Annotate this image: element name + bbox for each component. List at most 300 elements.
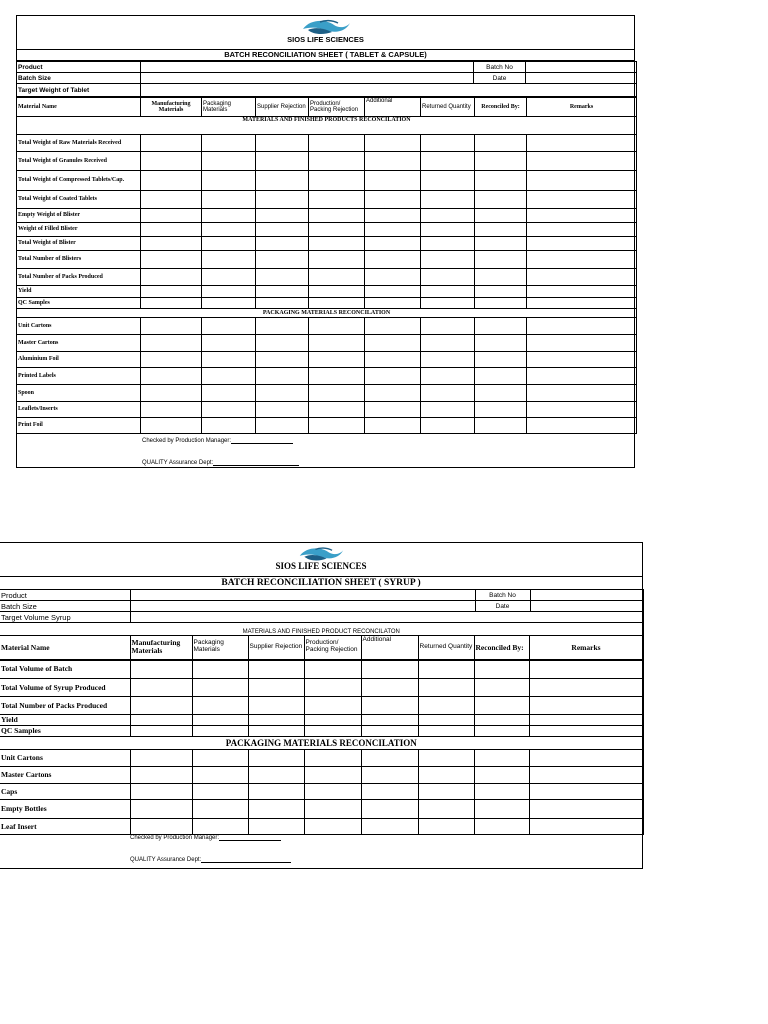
entry-cell[interactable]	[529, 819, 643, 835]
product-field[interactable]	[141, 62, 474, 73]
col-additional: Additional	[361, 636, 418, 660]
entry-cell[interactable]	[361, 819, 418, 835]
col-production: Production/ Packing Rejection	[309, 98, 365, 117]
entry-cell[interactable]	[309, 368, 365, 385]
entry-cell[interactable]	[529, 679, 643, 697]
entry-cell[interactable]	[202, 318, 256, 335]
entry-cell[interactable]	[256, 223, 309, 237]
entry-cell[interactable]	[309, 298, 365, 309]
entry-cell[interactable]	[475, 298, 527, 309]
packaging-row-label: Master Cartons	[0, 767, 130, 784]
table-row	[0, 660, 643, 679]
entry-cell[interactable]	[365, 352, 421, 368]
production-manager-signature[interactable]: Checked by Production Manager:	[142, 438, 293, 444]
entry-cell[interactable]	[309, 286, 365, 298]
entry-cell[interactable]	[309, 251, 365, 269]
entry-cell[interactable]	[248, 715, 304, 726]
entry-cell[interactable]	[309, 152, 365, 171]
entry-cell[interactable]	[474, 679, 529, 697]
entry-cell[interactable]	[475, 286, 527, 298]
entry-cell[interactable]	[202, 223, 256, 237]
entry-cell[interactable]	[361, 726, 418, 737]
packaging-row-label: Empty Bottles	[0, 800, 130, 819]
entry-cell[interactable]	[418, 819, 474, 835]
materials-row-label: Total Weight of Granules Received	[17, 152, 141, 171]
entry-cell[interactable]	[256, 152, 309, 171]
entry-cell[interactable]	[130, 715, 192, 726]
entry-cell[interactable]	[256, 171, 309, 191]
entry-cell[interactable]	[192, 800, 248, 819]
entry-cell[interactable]	[475, 152, 527, 171]
entry-cell[interactable]	[421, 135, 475, 152]
entry-cell[interactable]	[202, 402, 256, 418]
section-packaging-heading: PACKAGING MATERIALS RECONCILATION	[0, 737, 643, 750]
packaging-row-label: Spoon	[17, 385, 141, 402]
packaging-rows	[17, 318, 637, 434]
entry-cell[interactable]	[474, 726, 529, 737]
entry-cell[interactable]	[202, 335, 256, 352]
date-label: Date	[474, 73, 526, 84]
entry-cell[interactable]	[202, 135, 256, 152]
entry-cell[interactable]	[474, 819, 529, 835]
entry-cell[interactable]	[309, 135, 365, 152]
entry-cell[interactable]	[527, 237, 637, 251]
entry-cell[interactable]	[418, 660, 474, 679]
entry-cell[interactable]	[527, 135, 637, 152]
entry-cell[interactable]	[365, 286, 421, 298]
entry-cell[interactable]	[256, 269, 309, 286]
tablet-header	[17, 16, 634, 50]
entry-cell[interactable]	[130, 679, 192, 697]
entry-cell[interactable]	[304, 750, 361, 767]
entry-cell[interactable]	[365, 223, 421, 237]
entry-cell[interactable]	[130, 784, 192, 800]
table-row	[17, 418, 637, 434]
company-name: SIOS LIFE SCIENCES	[287, 35, 364, 44]
entry-cell[interactable]	[365, 402, 421, 418]
entry-cell[interactable]	[192, 767, 248, 784]
entry-cell[interactable]	[361, 697, 418, 715]
entry-cell[interactable]	[202, 385, 256, 402]
entry-cell[interactable]	[141, 209, 202, 223]
entry-cell[interactable]	[365, 237, 421, 251]
table-row	[17, 385, 637, 402]
entry-cell[interactable]	[418, 800, 474, 819]
entry-cell[interactable]	[256, 368, 309, 385]
entry-cell[interactable]	[421, 191, 475, 209]
entry-cell[interactable]	[475, 385, 527, 402]
entry-cell[interactable]	[475, 135, 527, 152]
date-label: Date	[475, 601, 530, 612]
entry-cell[interactable]	[418, 679, 474, 697]
table-row	[17, 318, 637, 335]
entry-cell[interactable]	[309, 269, 365, 286]
entry-cell[interactable]	[309, 352, 365, 368]
entry-cell[interactable]	[527, 286, 637, 298]
entry-cell[interactable]	[365, 418, 421, 434]
table-row	[0, 750, 643, 767]
table-row	[0, 679, 643, 697]
entry-cell[interactable]	[474, 800, 529, 819]
entry-cell[interactable]	[304, 784, 361, 800]
entry-cell[interactable]	[248, 767, 304, 784]
entry-cell[interactable]	[421, 237, 475, 251]
entry-cell[interactable]	[529, 750, 643, 767]
entry-cell[interactable]	[365, 335, 421, 352]
entry-cell[interactable]	[527, 402, 637, 418]
materials-row-label: Total Number of Packs Produced	[0, 697, 130, 715]
table-row	[17, 237, 637, 251]
entry-cell[interactable]	[248, 660, 304, 679]
tablet-reconciliation-sheet	[16, 15, 635, 468]
entry-cell[interactable]	[130, 726, 192, 737]
entry-cell[interactable]	[141, 368, 202, 385]
entry-cell[interactable]	[527, 368, 637, 385]
entry-cell[interactable]	[475, 352, 527, 368]
batch-size-field[interactable]	[141, 73, 474, 84]
entry-cell[interactable]	[256, 352, 309, 368]
entry-cell[interactable]	[256, 135, 309, 152]
entry-cell[interactable]	[527, 251, 637, 269]
entry-cell[interactable]	[529, 767, 643, 784]
table-row	[17, 223, 637, 237]
entry-cell[interactable]	[475, 171, 527, 191]
entry-cell[interactable]	[365, 298, 421, 309]
entry-cell[interactable]	[475, 191, 527, 209]
entry-cell[interactable]	[130, 750, 192, 767]
entry-cell[interactable]	[192, 679, 248, 697]
entry-cell[interactable]	[421, 223, 475, 237]
target-volume-field[interactable]	[130, 612, 643, 623]
entry-cell[interactable]	[202, 152, 256, 171]
materials-row-label: Yield	[17, 286, 141, 298]
entry-cell[interactable]	[256, 298, 309, 309]
production-manager-signature[interactable]: Checked by Production Manager:	[130, 835, 281, 841]
entry-cell[interactable]	[248, 679, 304, 697]
entry-cell[interactable]	[418, 750, 474, 767]
entry-cell[interactable]	[527, 318, 637, 335]
entry-cell[interactable]	[475, 368, 527, 385]
materials-row-label: Total Weight of Raw Materials Received	[17, 135, 141, 152]
entry-cell[interactable]	[418, 715, 474, 726]
entry-cell[interactable]	[141, 171, 202, 191]
entry-cell[interactable]	[248, 819, 304, 835]
entry-cell[interactable]	[475, 223, 527, 237]
entry-cell[interactable]	[365, 191, 421, 209]
entry-cell[interactable]	[527, 223, 637, 237]
entry-cell[interactable]	[130, 697, 192, 715]
entry-cell[interactable]	[256, 237, 309, 251]
entry-cell[interactable]	[361, 800, 418, 819]
table-row	[17, 209, 637, 223]
entry-cell[interactable]	[141, 385, 202, 402]
entry-cell[interactable]	[365, 209, 421, 223]
entry-cell[interactable]	[202, 237, 256, 251]
entry-cell[interactable]	[202, 286, 256, 298]
table-row	[17, 171, 637, 191]
entry-cell[interactable]	[141, 135, 202, 152]
entry-cell[interactable]	[248, 697, 304, 715]
entry-cell[interactable]	[475, 269, 527, 286]
entry-cell[interactable]	[365, 171, 421, 191]
entry-cell[interactable]	[365, 251, 421, 269]
section-packaging-heading: PACKAGING MATERIALS RECONCILATION	[17, 309, 637, 318]
table-row	[17, 368, 637, 385]
entry-cell[interactable]	[304, 800, 361, 819]
entry-cell[interactable]	[141, 269, 202, 286]
table-row	[17, 191, 637, 209]
table-row	[17, 135, 637, 152]
entry-cell[interactable]	[361, 784, 418, 800]
materials-row-label: Total Volume of Syrup Produced	[0, 679, 130, 697]
entry-cell[interactable]	[421, 171, 475, 191]
table-row	[17, 298, 637, 309]
entry-cell[interactable]	[304, 697, 361, 715]
entry-cell[interactable]	[192, 697, 248, 715]
entry-cell[interactable]	[527, 152, 637, 171]
entry-cell[interactable]	[421, 286, 475, 298]
target-volume-label: Target Volume Syrup	[0, 612, 130, 623]
entry-cell[interactable]	[304, 679, 361, 697]
entry-cell[interactable]	[130, 767, 192, 784]
entry-cell[interactable]	[304, 726, 361, 737]
entry-cell[interactable]	[202, 352, 256, 368]
entry-cell[interactable]	[365, 269, 421, 286]
entry-cell[interactable]	[202, 209, 256, 223]
entry-cell[interactable]	[421, 152, 475, 171]
entry-cell[interactable]	[418, 726, 474, 737]
sheet-title: BATCH RECONCILIATION SHEET ( TABLET & CAPSULE)	[17, 50, 634, 61]
entry-cell[interactable]	[527, 385, 637, 402]
table-row	[17, 251, 637, 269]
entry-cell[interactable]	[527, 418, 637, 434]
entry-cell[interactable]	[527, 335, 637, 352]
entry-cell[interactable]	[256, 286, 309, 298]
entry-cell[interactable]	[529, 660, 643, 679]
entry-cell[interactable]	[421, 298, 475, 309]
entry-cell[interactable]	[304, 767, 361, 784]
entry-cell[interactable]	[474, 784, 529, 800]
section-materials-heading: MATERIALS AND FINISHED PRODUCTS RECONCILATION	[17, 117, 637, 135]
target-weight-field[interactable]	[141, 84, 637, 97]
entry-cell[interactable]	[474, 750, 529, 767]
entry-cell[interactable]	[529, 800, 643, 819]
entry-cell[interactable]	[309, 171, 365, 191]
entry-cell[interactable]	[248, 750, 304, 767]
entry-cell[interactable]	[130, 800, 192, 819]
entry-cell[interactable]	[365, 135, 421, 152]
entry-cell[interactable]	[527, 269, 637, 286]
entry-cell[interactable]	[361, 750, 418, 767]
entry-cell[interactable]	[474, 660, 529, 679]
packaging-row-label: Leaf Insert	[0, 819, 130, 835]
materials-rows	[0, 660, 643, 737]
company-logo-icon	[300, 17, 352, 37]
entry-cell[interactable]	[365, 368, 421, 385]
entry-cell[interactable]	[141, 286, 202, 298]
batch-no-field[interactable]	[530, 590, 643, 601]
entry-cell[interactable]	[309, 223, 365, 237]
entry-cell[interactable]	[475, 318, 527, 335]
entry-cell[interactable]	[141, 298, 202, 309]
col-remarks: Remarks	[529, 636, 643, 660]
entry-cell[interactable]	[309, 209, 365, 223]
entry-cell[interactable]	[130, 660, 192, 679]
entry-cell[interactable]	[202, 251, 256, 269]
section-materials-heading: MATERIALS AND FINISHED PRODUCT RECONCILATON	[0, 623, 643, 636]
qa-signature[interactable]: QUALITY Assurance Dept:	[130, 857, 291, 863]
entry-cell[interactable]	[529, 715, 643, 726]
batch-size-field[interactable]	[130, 601, 475, 612]
entry-cell[interactable]	[248, 726, 304, 737]
entry-cell[interactable]	[304, 715, 361, 726]
entry-cell[interactable]	[256, 251, 309, 269]
entry-cell[interactable]	[474, 715, 529, 726]
entry-cell[interactable]	[474, 697, 529, 715]
col-manufacturing: Manufacturing Materials	[141, 98, 202, 117]
entry-cell[interactable]	[309, 335, 365, 352]
entry-cell[interactable]	[418, 767, 474, 784]
entry-cell[interactable]	[421, 318, 475, 335]
syrup-reconciliation-sheet	[0, 542, 643, 869]
entry-cell[interactable]	[365, 152, 421, 171]
entry-cell[interactable]	[192, 750, 248, 767]
entry-cell[interactable]	[474, 767, 529, 784]
entry-cell[interactable]	[141, 318, 202, 335]
entry-cell[interactable]	[421, 418, 475, 434]
entry-cell[interactable]	[130, 819, 192, 835]
entry-cell[interactable]	[192, 715, 248, 726]
entry-cell[interactable]	[141, 191, 202, 209]
entry-cell[interactable]	[475, 209, 527, 223]
entry-cell[interactable]	[256, 418, 309, 434]
entry-cell[interactable]	[527, 209, 637, 223]
entry-cell[interactable]	[202, 171, 256, 191]
sheet-title: BATCH RECONCILIATION SHEET ( SYRUP )	[0, 576, 642, 590]
entry-cell[interactable]	[527, 191, 637, 209]
entry-cell[interactable]	[141, 152, 202, 171]
product-field[interactable]	[130, 590, 475, 601]
entry-cell[interactable]	[361, 660, 418, 679]
entry-cell[interactable]	[192, 784, 248, 800]
entry-cell[interactable]	[361, 715, 418, 726]
entry-cell[interactable]	[192, 660, 248, 679]
entry-cell[interactable]	[421, 335, 475, 352]
entry-cell[interactable]	[475, 402, 527, 418]
entry-cell[interactable]	[202, 269, 256, 286]
entry-cell[interactable]	[248, 784, 304, 800]
entry-cell[interactable]	[248, 800, 304, 819]
entry-cell[interactable]	[256, 209, 309, 223]
entry-cell[interactable]	[141, 237, 202, 251]
col-supplier: Supplier Rejection	[248, 636, 304, 660]
entry-cell[interactable]	[304, 660, 361, 679]
entry-cell[interactable]	[529, 784, 643, 800]
entry-cell[interactable]	[256, 335, 309, 352]
entry-cell[interactable]	[475, 335, 527, 352]
entry-cell[interactable]	[309, 237, 365, 251]
batch-no-field[interactable]	[526, 62, 637, 73]
entry-cell[interactable]	[192, 819, 248, 835]
entry-cell[interactable]	[527, 171, 637, 191]
packaging-row-label: Master Cartons	[17, 335, 141, 352]
entry-cell[interactable]	[361, 767, 418, 784]
date-field[interactable]	[526, 73, 637, 84]
entry-cell[interactable]	[256, 402, 309, 418]
col-remarks: Remarks	[527, 98, 637, 117]
entry-cell[interactable]	[309, 402, 365, 418]
entry-cell[interactable]	[141, 251, 202, 269]
table-row	[17, 352, 637, 368]
date-field[interactable]	[530, 601, 643, 612]
table-row	[17, 269, 637, 286]
entry-cell[interactable]	[141, 352, 202, 368]
syrup-header	[0, 543, 642, 577]
entry-cell[interactable]	[475, 237, 527, 251]
entry-cell[interactable]	[421, 368, 475, 385]
entry-cell[interactable]	[529, 697, 643, 715]
entry-cell[interactable]	[141, 402, 202, 418]
entry-cell[interactable]	[365, 385, 421, 402]
entry-cell[interactable]	[202, 418, 256, 434]
entry-cell[interactable]	[418, 697, 474, 715]
batch-size-label: Batch Size	[17, 73, 141, 84]
materials-row-label: Total Number of Packs Produced	[17, 269, 141, 286]
entry-cell[interactable]	[309, 385, 365, 402]
table-row	[17, 335, 637, 352]
entry-cell[interactable]	[475, 418, 527, 434]
entry-cell[interactable]	[421, 385, 475, 402]
entry-cell[interactable]	[421, 402, 475, 418]
entry-cell[interactable]	[309, 418, 365, 434]
entry-cell[interactable]	[309, 318, 365, 335]
col-packaging: Packaging Materials	[202, 98, 256, 117]
entry-cell[interactable]	[529, 726, 643, 737]
entry-cell[interactable]	[202, 298, 256, 309]
col-material-name: Material Name	[17, 98, 141, 117]
entry-cell[interactable]	[421, 251, 475, 269]
entry-cell[interactable]	[309, 191, 365, 209]
syrup-info-table	[0, 589, 644, 636]
entry-cell[interactable]	[418, 784, 474, 800]
entry-cell[interactable]	[421, 269, 475, 286]
entry-cell[interactable]	[141, 223, 202, 237]
entry-cell[interactable]	[361, 679, 418, 697]
entry-cell[interactable]	[421, 352, 475, 368]
entry-cell[interactable]	[475, 251, 527, 269]
entry-cell[interactable]	[192, 726, 248, 737]
entry-cell[interactable]	[256, 385, 309, 402]
entry-cell[interactable]	[527, 352, 637, 368]
entry-cell[interactable]	[202, 191, 256, 209]
qa-signature[interactable]: QUALITY Assurance Dept:	[142, 460, 299, 466]
entry-cell[interactable]	[202, 368, 256, 385]
entry-cell[interactable]	[365, 318, 421, 335]
table-row	[0, 819, 643, 835]
entry-cell[interactable]	[141, 418, 202, 434]
table-row	[0, 726, 643, 737]
entry-cell[interactable]	[256, 191, 309, 209]
entry-cell[interactable]	[421, 209, 475, 223]
column-header-row	[0, 636, 643, 660]
table-row	[0, 784, 643, 800]
entry-cell[interactable]	[304, 819, 361, 835]
entry-cell[interactable]	[141, 335, 202, 352]
entry-cell[interactable]	[256, 318, 309, 335]
col-manufacturing: Manufacturing Materials	[130, 636, 192, 660]
entry-cell[interactable]	[527, 298, 637, 309]
packaging-row-label: Leaflets/Inserts	[17, 402, 141, 418]
